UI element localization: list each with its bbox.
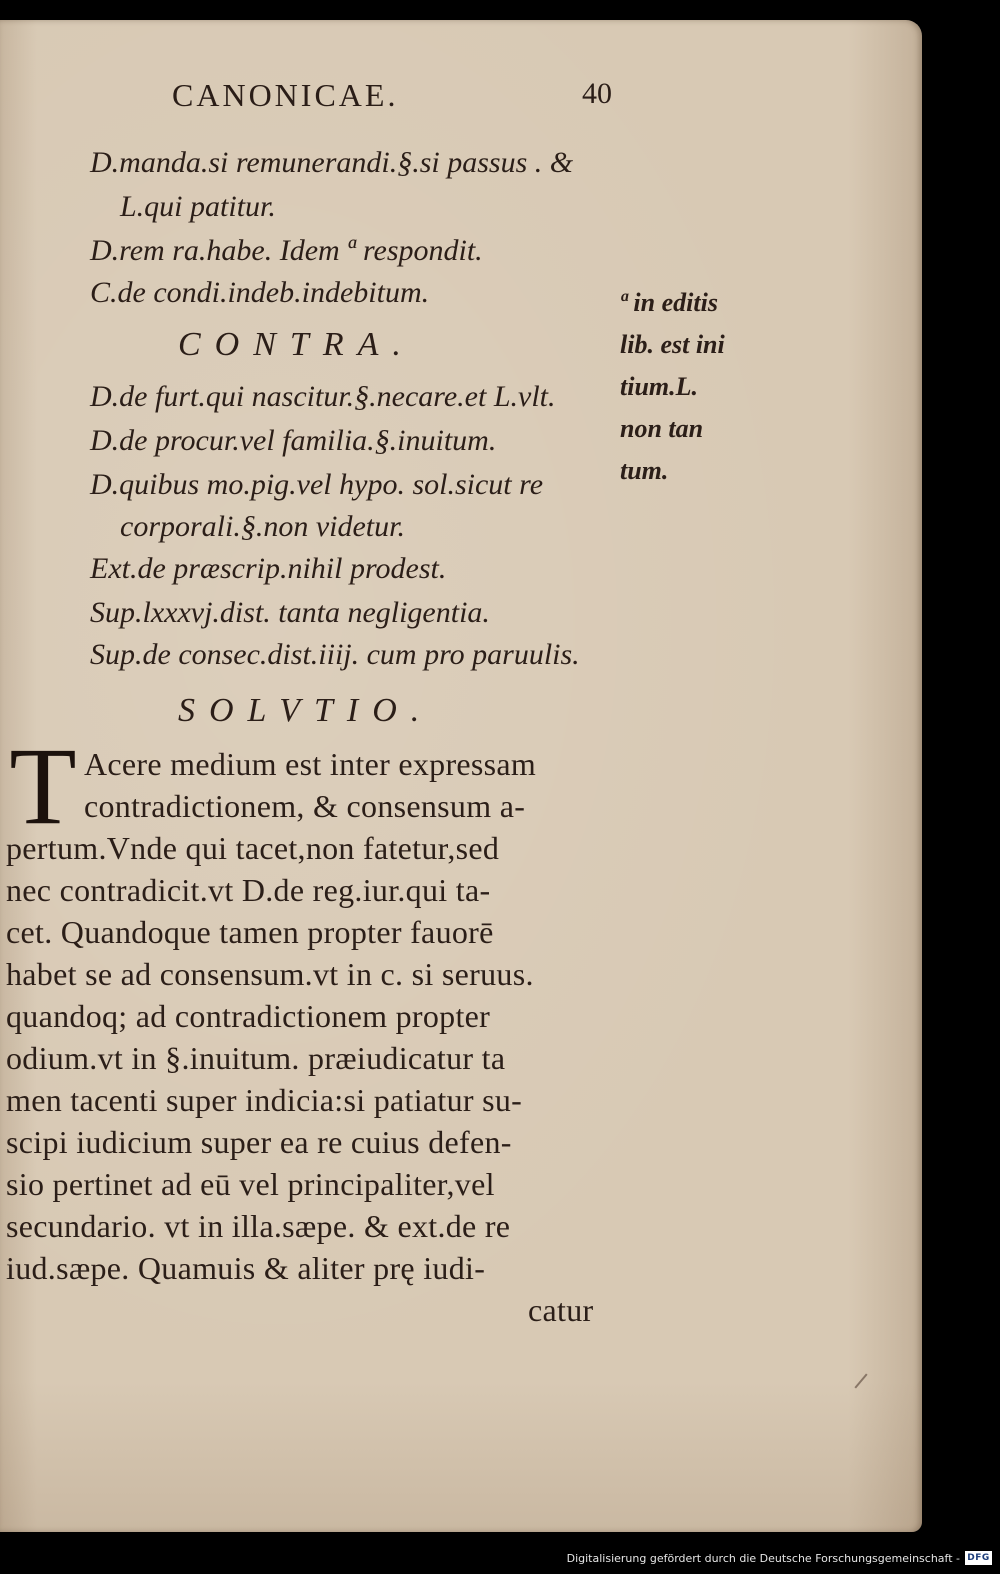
marginal-note-line: ª in editis	[620, 288, 718, 317]
body-line: quandoq; ad contradictionem propter	[6, 998, 491, 1034]
contra-citation-line: corporali.§.non videtur.	[120, 510, 405, 543]
body-line: odium.vt in §.inuitum. præiudicatur ta	[6, 1040, 506, 1076]
dfg-logo-icon: DFG	[965, 1551, 992, 1565]
contra-citation-line: D.quibus mo.pig.vel hypo. sol.sicut re	[90, 468, 544, 501]
marginal-note-line: tum.	[620, 456, 669, 485]
contra-citation-line: Sup.lxxxvj.dist. tanta negligentia.	[90, 596, 490, 629]
marginal-note-line: lib. est ini	[620, 330, 725, 359]
contra-citation-line: D.de procur.vel familia.§.inuitum.	[90, 424, 497, 457]
drop-cap: T	[9, 725, 77, 847]
body-line: scipi iudicium super ea re cuius defen-	[6, 1124, 512, 1160]
body-line: men tacenti super indicia:si patiatur su-	[6, 1082, 523, 1118]
contra-citation-line: D.de furt.qui nascitur.§.necare.et L.vlt.	[90, 380, 556, 413]
running-head: CANONICAE.	[172, 77, 399, 113]
body-line: iud.sæpe. Quamuis & aliter prę iudi-	[6, 1250, 486, 1286]
body-line: habet se ad consensum.vt in c. si seruus.	[6, 956, 534, 992]
contra-citation-line: Sup.de consec.dist.iiij. cum pro paruulis.	[90, 638, 580, 671]
marginal-note-line: tium.L.	[620, 372, 699, 401]
body-line: contradictionem, & consensum a-	[84, 788, 526, 824]
contra-heading: CONTRA.	[178, 326, 415, 363]
solutio-heading: SOLVTIO.	[178, 692, 434, 729]
contra-citation-line: Ext.de præscrip.nihil prodest.	[90, 552, 447, 585]
body-line: Acere medium est inter expressam	[84, 746, 537, 782]
body-line: pertum.Vnde qui tacet,non fatetur,sed	[6, 830, 500, 866]
citation-line: D.manda.si remunerandi.§.si passus . &	[90, 146, 574, 179]
citation-line: L.qui patitur.	[120, 190, 276, 223]
citation-line: C.de condi.indeb.indebitum.	[90, 276, 430, 309]
citation-line: D.rem ra.habe. Idem ª respondit.	[90, 234, 483, 267]
catchword: catur	[528, 1292, 594, 1328]
page-number: 40	[582, 77, 612, 110]
body-line: secundario. vt in illa.sæpe. & ext.de re	[6, 1208, 511, 1244]
funding-credit: Digitalisierung gefördert durch die Deutsche Forschungsgemeinschaft -	[566, 1552, 960, 1565]
paper-mark	[854, 1373, 867, 1388]
book-page	[0, 20, 922, 1532]
body-line: sio pertinet ad eū vel principaliter,vel	[6, 1166, 495, 1202]
body-line: cet. Quandoque tamen propter fauorē	[6, 914, 494, 950]
marginal-note-line: non tan	[620, 414, 704, 443]
body-line: nec contradicit.vt D.de reg.iur.qui ta-	[6, 872, 491, 908]
